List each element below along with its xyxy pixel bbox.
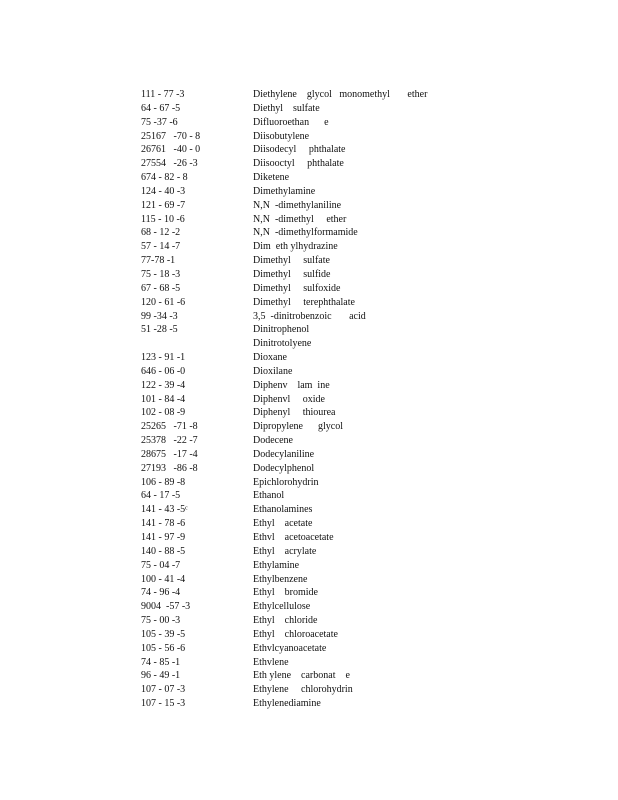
- cas-number: 64 - 67 -5: [141, 102, 181, 114]
- chemical-name: Diisooctyl phthalate: [253, 158, 344, 170]
- list-item: [141, 586, 541, 600]
- chemical-name: Ethyl bromide: [253, 587, 318, 599]
- cas-number: 123 - 91 -1: [141, 352, 186, 364]
- list-item: [141, 614, 541, 628]
- list-item: [141, 683, 541, 697]
- list-item: [141, 697, 541, 711]
- cas-number: 25265 -71 -8: [141, 421, 198, 433]
- cas-number: 74 - 96 -4: [141, 587, 181, 599]
- cas-number: 102 - 08 -9: [141, 407, 186, 419]
- chemical-name: Dioxilane: [253, 365, 293, 377]
- list-item: [141, 448, 541, 462]
- list-item: [141, 489, 541, 503]
- cas-number: 25378 -22 -7: [141, 435, 198, 447]
- list-item: [141, 545, 541, 559]
- chemical-name: Ethyl chloroacetate: [253, 628, 338, 640]
- list-item: [141, 351, 541, 365]
- chemical-name: Dinitrotolyene: [253, 338, 312, 350]
- cas-number: 101 - 84 -4: [141, 393, 186, 405]
- list-item: [141, 642, 541, 656]
- list-item: [141, 669, 541, 683]
- cas-number: 122 - 39 -4: [141, 379, 186, 391]
- cas-number: 115 - 10 -6: [141, 213, 185, 225]
- chemical-name: Epichlorohydrin: [253, 476, 319, 488]
- cas-number: 68 - 12 -2: [141, 227, 181, 239]
- chemical-name: Ethyl chloride: [253, 615, 318, 627]
- list-item: [141, 199, 541, 213]
- chemical-name: Ethanolamines: [253, 504, 313, 516]
- cas-number: 77-78 -1: [141, 255, 176, 267]
- list-item: [141, 240, 541, 254]
- cas-number: 74 - 85 -1: [141, 656, 181, 668]
- list-item: [141, 559, 541, 573]
- chemical-name: Ethylamine: [253, 559, 300, 571]
- cas-number: 26761 -40 - 0: [141, 144, 201, 156]
- cas-number: 141 - 97 -9: [141, 532, 186, 543]
- chemical-name: Dimethyl sulfoxide: [253, 282, 341, 294]
- chemical-name: Ethyl acrylate: [253, 545, 317, 557]
- cas-number: 67 - 68 -5: [141, 282, 181, 294]
- chemical-name: Dodecylphenol: [253, 462, 315, 474]
- cas-number: 75 - 00 -3: [141, 615, 181, 627]
- cas-number: 9004 -57 -3: [141, 601, 191, 613]
- list-item: [141, 476, 541, 490]
- chemical-name: Diphenyl thiourea: [253, 407, 336, 419]
- cas-number: 140 - 88 -5: [141, 545, 186, 557]
- list-item: [141, 102, 541, 116]
- list-item: [141, 337, 541, 351]
- chemical-name: Dimethylamine: [253, 185, 316, 197]
- list-item: [141, 573, 541, 587]
- chemical-name: Dodecylaniline: [253, 448, 315, 460]
- list-item: [141, 517, 541, 531]
- cas-number: 75 - 18 -3: [141, 268, 181, 280]
- cas-number: 75 -37 -6: [141, 116, 178, 128]
- cas-number: 28675 -17 -4: [141, 448, 198, 460]
- chemical-name: N,N -dimethylaniline: [253, 199, 342, 211]
- chemical-name: Ethvl acetoacetate: [253, 532, 334, 543]
- chemical-name: Dimethyl terephthalate: [253, 296, 355, 308]
- list-item: [141, 143, 541, 157]
- cas-number: 141 - 78 -6: [141, 518, 186, 530]
- cas-number: 646 - 06 -0: [141, 365, 186, 377]
- chemical-name: Dimethyl sulfate: [253, 255, 330, 267]
- chemical-name: Dipropylene glycol: [253, 421, 343, 433]
- chemical-name: Dimethyl sulfide: [253, 268, 331, 280]
- chemical-name: Dim eth ylhydrazine: [253, 241, 338, 253]
- list-item: [141, 393, 541, 407]
- cas-number: 75 - 04 -7: [141, 559, 181, 571]
- chemical-name: Ethylenediamine: [253, 698, 321, 710]
- chemical-name: Diisobutylene: [253, 130, 310, 142]
- chemical-name: Diisodecyl phthalate: [253, 144, 346, 156]
- chemical-name: 3,5 -dinitrobenzoic acid: [253, 310, 366, 322]
- chemical-name: Diphenvl oxide: [253, 393, 325, 405]
- cas-number: 121 - 69 -7: [141, 199, 186, 211]
- list-item: [141, 116, 541, 130]
- cas-number: 105 - 56 -6: [141, 642, 186, 654]
- list-item: [141, 656, 541, 670]
- list-item: [141, 157, 541, 171]
- list-item: [141, 282, 541, 296]
- list-item: [141, 310, 541, 324]
- chemical-name: Ethyl acetate: [253, 518, 313, 530]
- chemical-name: Diethyl sulfate: [253, 102, 320, 114]
- list-item: [141, 213, 541, 227]
- list-item: [141, 185, 541, 199]
- chemical-name: Ethylene chlorohydrin: [253, 684, 353, 696]
- list-item: [141, 503, 541, 517]
- chemical-name: Diethylene glycol monomethyl ether: [253, 89, 428, 100]
- chemical-name: Eth ylene carbonat e: [253, 670, 350, 682]
- chemical-name: Diphenv lam ine: [253, 379, 330, 391]
- chemical-name: Ethvlcyanoacetate: [253, 642, 327, 654]
- chemical-name: Dioxane: [253, 352, 287, 364]
- cas-number: 674 - 82 - 8: [141, 172, 188, 184]
- list-item: [141, 171, 541, 185]
- chemical-name: Ethanol: [253, 490, 285, 502]
- list-item: [141, 462, 541, 476]
- list-item: [141, 254, 541, 268]
- cas-number: 124 - 40 -3: [141, 185, 186, 197]
- list-item: [141, 296, 541, 310]
- cas-number: 106 - 89 -8: [141, 476, 186, 488]
- list-item: [141, 406, 541, 420]
- cas-number: 111 - 77 -3: [141, 89, 185, 100]
- cas-number: 51 -28 -5: [141, 324, 178, 336]
- list-item: [141, 628, 541, 642]
- list-item: [141, 531, 541, 545]
- cas-number: 25167 -70 - 8: [141, 130, 201, 142]
- list-item: [141, 420, 541, 434]
- chemical-name: Dinitrophenol: [253, 324, 310, 336]
- list-item: [141, 365, 541, 379]
- list-item: [141, 323, 541, 337]
- list-item: [141, 130, 541, 144]
- list-item: [141, 379, 541, 393]
- chemical-name: N,N -dimethyl ether: [253, 213, 347, 225]
- cas-number: 105 - 39 -5: [141, 628, 186, 640]
- chemical-name: Ethylcellulose: [253, 601, 311, 613]
- cas-number: 57 - 14 -7: [141, 241, 181, 253]
- cas-number: 99 -34 -3: [141, 310, 178, 322]
- chemical-name: Dodecene: [253, 435, 293, 447]
- cas-number: 96 - 49 -1: [141, 670, 181, 682]
- list-item: [141, 88, 541, 102]
- list-item: [141, 600, 541, 614]
- cas-number: 120 - 61 -6: [141, 296, 186, 308]
- chemical-name: N,N -dimethylformamide: [253, 227, 358, 239]
- cas-number: 64 - 17 -5: [141, 490, 181, 502]
- cas-number: 107 - 15 -3: [141, 698, 186, 710]
- cas-number: 107 - 07 -3: [141, 684, 186, 696]
- list-item: [141, 434, 541, 448]
- cas-number: 100 - 41 -4: [141, 573, 186, 585]
- chemical-name: Diketene: [253, 172, 290, 184]
- cas-number: 27193 -86 -8: [141, 462, 198, 474]
- chemical-name: Difluoroethan e: [253, 116, 329, 128]
- cas-number: 141 - 43 -5ᶜ: [141, 504, 188, 516]
- chemical-name: Ethvlene: [253, 656, 289, 668]
- list-item: [141, 226, 541, 240]
- list-item: [141, 268, 541, 282]
- chemical-name: Ethylbenzene: [253, 573, 308, 585]
- chemical-list: [141, 88, 541, 711]
- cas-number: 27554 -26 -3: [141, 158, 198, 170]
